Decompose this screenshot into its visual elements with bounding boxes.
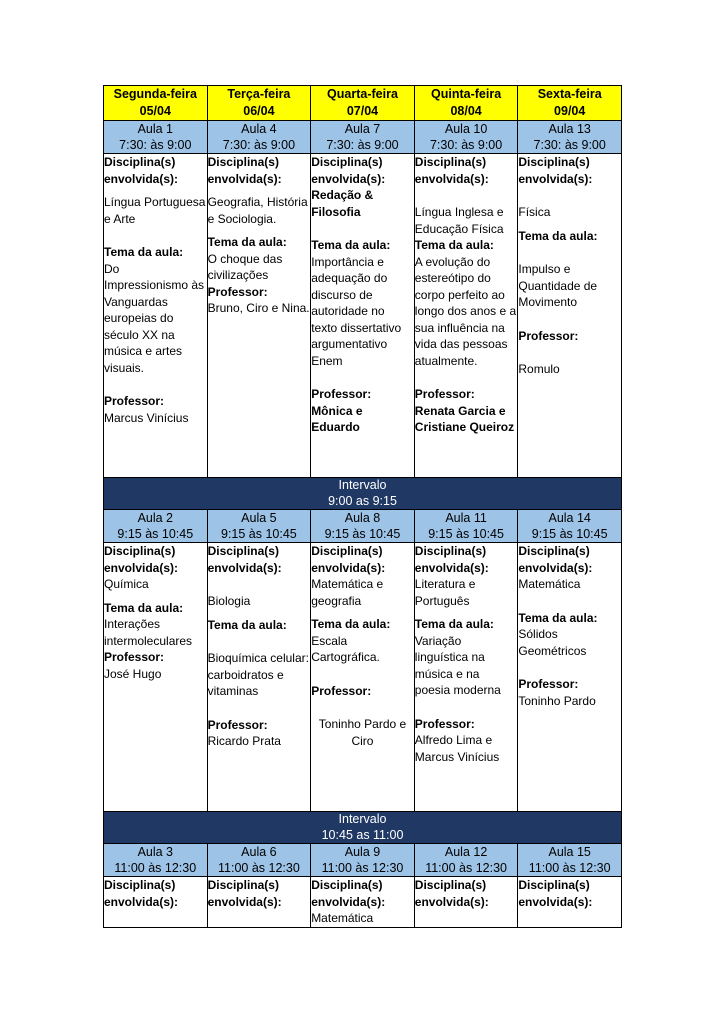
aula-label: Aula 5 — [241, 511, 277, 525]
lesson-paragraph: Disciplina(s) envolvida(s): — [311, 878, 386, 909]
lesson-paragraph: Disciplina(s) envolvida(s): — [207, 544, 282, 575]
aula-label: Aula 3 — [137, 845, 174, 859]
aula-label: Aula 15 — [548, 845, 591, 859]
lesson-paragraph: Tema da aula: — [414, 617, 494, 631]
interval-cell — [104, 812, 622, 844]
interval-cell — [104, 478, 622, 510]
lesson-cell — [207, 154, 311, 478]
lesson-slot-cell — [207, 510, 311, 543]
aula-label: Aula 9 — [344, 845, 381, 859]
day-date: 08/04 — [450, 104, 482, 118]
lesson-paragraph: Ricardo Prata — [207, 734, 281, 748]
lesson-paragraph: Interações intermoleculares — [104, 617, 193, 648]
aula-time: 7:30: às 9:00 — [326, 138, 399, 152]
aula-label: Aula 6 — [241, 845, 277, 859]
day-date: 05/04 — [139, 104, 171, 118]
interval-time: 9:00 as 9:15 — [328, 493, 397, 508]
lesson-paragraph: Professor: — [518, 677, 579, 691]
aula-label: Aula 4 — [241, 122, 277, 136]
aula-time: 9:15 às 10:45 — [531, 527, 608, 541]
lesson-cell — [104, 543, 208, 812]
aula-label: Aula 7 — [344, 122, 381, 136]
day-header-cell — [518, 86, 622, 121]
aula-time: 7:30: às 9:00 — [119, 138, 192, 152]
aula-time: 11:00 às 12:30 — [425, 861, 507, 875]
aula-label: Aula 13 — [548, 122, 591, 136]
lesson-cell — [104, 154, 208, 478]
lesson-cell — [311, 154, 415, 478]
lesson-paragraph: Professor: — [207, 717, 268, 732]
day-name: Terça-feira — [227, 87, 291, 101]
lesson-cell — [518, 543, 622, 812]
lesson-cell — [207, 543, 311, 812]
lesson-slot-cell — [414, 844, 518, 877]
lesson-paragraph: Professor: — [104, 650, 165, 664]
lesson-slot-cell — [104, 844, 208, 877]
lesson-paragraph: Geografia, História e Sociologia. — [207, 195, 308, 226]
day-header-cell — [414, 86, 518, 121]
lesson-paragraph: Tema da aula: — [311, 238, 391, 252]
aula-label: Aula 2 — [137, 511, 174, 525]
interval-label: Intervalo — [338, 812, 387, 826]
lesson-slot-cell — [104, 121, 208, 154]
lesson-paragraph: Renata Garcia e Cristiane Queiroz — [414, 403, 515, 434]
lesson-paragraph: Bioquímica celular: carboidratos e vitaminas — [207, 651, 309, 698]
aula-time: 11:00 às 12:30 — [321, 861, 404, 875]
lesson-paragraph: Física — [518, 205, 551, 219]
lesson-paragraph: Disciplina(s) envolvida(s): — [414, 155, 489, 186]
lesson-slot-cell — [207, 121, 311, 154]
interval-label: Intervalo — [338, 478, 387, 492]
lesson-cell — [311, 543, 415, 812]
lesson-slot-cell — [311, 121, 415, 154]
lesson-slot-cell — [311, 510, 415, 543]
aula-time: 9:15 às 10:45 — [117, 527, 194, 541]
lesson-slot-row — [104, 121, 622, 154]
lesson-paragraph: Toninho Pardo e Ciro — [318, 717, 407, 748]
aula-label: Aula 8 — [344, 511, 381, 525]
lesson-cell — [207, 877, 311, 928]
aula-label: Aula 11 — [445, 511, 487, 525]
aula-time: 9:15 às 10:45 — [324, 527, 401, 541]
lesson-cell — [414, 543, 518, 812]
lesson-slot-cell — [518, 844, 622, 877]
lesson-paragraph: Mônica e Eduardo — [311, 403, 363, 434]
lesson-paragraph: Tema da aula: — [414, 238, 494, 252]
lesson-paragraph: Literatura e Português — [414, 577, 476, 608]
lesson-paragraph: Matemática — [518, 577, 581, 591]
day-header-cell — [104, 86, 208, 121]
lesson-slot-cell — [207, 844, 311, 877]
lesson-paragraph: Professor: — [414, 716, 475, 731]
lesson-cell — [104, 877, 208, 928]
lesson-paragraph: Do Impressionismo às Vanguardas europeias do século XX na música e artes visuais. — [104, 261, 205, 375]
aula-time: 9:15 às 10:45 — [428, 527, 504, 541]
lesson-paragraph: Língua Inglesa e Educação Física — [414, 205, 504, 236]
day-name: Quarta-feira — [327, 87, 398, 101]
lesson-paragraph: Impulso e Quantidade de Movimento — [518, 262, 598, 309]
day-date: 09/04 — [554, 104, 586, 118]
lesson-cell — [518, 877, 622, 928]
lesson-content-row — [104, 543, 622, 812]
lesson-paragraph: Disciplina(s) envolvida(s): — [104, 878, 179, 909]
aula-time: 11:00 às 12:30 — [218, 861, 300, 875]
aula-label: Aula 14 — [548, 511, 591, 525]
lesson-paragraph: Toninho Pardo — [518, 693, 596, 708]
lesson-paragraph: Biologia — [207, 594, 251, 608]
lesson-paragraph: Disciplina(s) envolvida(s): — [207, 155, 282, 186]
aula-label: Aula 12 — [444, 845, 488, 859]
lesson-paragraph: Professor: — [518, 328, 579, 343]
day-header-cell — [207, 86, 311, 121]
lesson-slot-row — [104, 844, 622, 877]
interval-row — [104, 812, 622, 844]
lesson-paragraph: Alfredo Lima e Marcus Vinícius — [414, 733, 500, 764]
lesson-paragraph: Escala Cartográfica. — [311, 633, 380, 664]
lesson-paragraph: Bruno, Ciro e Nina. — [207, 301, 310, 315]
lesson-cell — [518, 154, 622, 478]
lesson-paragraph: Professor: — [414, 387, 475, 401]
lesson-slot-cell — [414, 121, 518, 154]
day-date: 07/04 — [346, 104, 379, 118]
lesson-paragraph: Professor: — [104, 394, 165, 408]
day-header-row — [104, 86, 622, 121]
lesson-slot-cell — [414, 510, 518, 543]
lesson-cell — [414, 877, 518, 928]
lesson-paragraph: Disciplina(s) envolvida(s): — [414, 544, 489, 575]
lesson-paragraph: Disciplina(s) envolvida(s): — [518, 878, 593, 909]
lesson-content-row — [104, 154, 622, 478]
lesson-paragraph: Tema da aula: — [518, 228, 598, 243]
lesson-paragraph: Professor: — [311, 387, 372, 401]
lesson-paragraph: Disciplina(s) envolvida(s): — [104, 155, 179, 186]
lesson-paragraph: Disciplina(s) envolvida(s): — [518, 155, 593, 186]
lesson-content-row — [104, 877, 622, 928]
lesson-slot-cell — [104, 510, 208, 543]
lesson-paragraph: Romulo — [518, 362, 560, 376]
day-name: Sexta-feira — [537, 87, 602, 101]
lesson-paragraph: Professor: — [207, 284, 268, 299]
lesson-paragraph: José Hugo — [104, 666, 162, 681]
lesson-paragraph: Disciplina(s) envolvida(s): — [311, 155, 386, 186]
lesson-slot-cell — [518, 510, 622, 543]
lesson-paragraph: A evolução do estereótipo do corpo perfeito ao longo dos anos e a sua influência na vida das pessoas atualmente. — [414, 254, 517, 368]
lesson-paragraph: Disciplina(s) envolvida(s): — [414, 878, 489, 909]
lesson-cell — [414, 154, 518, 478]
aula-label: Aula 1 — [137, 122, 174, 136]
day-name: Quinta-feira — [431, 87, 502, 101]
lesson-paragraph: Matemática e geografia — [311, 577, 384, 608]
lesson-paragraph: Marcus Vinícius — [104, 410, 189, 425]
lesson-paragraph: Matemática — [311, 911, 374, 925]
aula-time: 9:15 às 10:45 — [221, 527, 297, 541]
lesson-paragraph: Tema da aula: — [207, 235, 287, 249]
lesson-cell — [311, 877, 415, 928]
aula-time: 11:00 às 12:30 — [528, 861, 611, 875]
schedule-table — [103, 85, 622, 928]
interval-time: 10:45 as 11:00 — [321, 827, 404, 842]
lesson-paragraph: Importância e adequação do discurso de autoridade no texto dissertativo argumentativo Enem — [311, 254, 402, 368]
lesson-paragraph: O choque das civilizações — [207, 251, 283, 282]
lesson-paragraph: Química — [104, 577, 149, 591]
lesson-paragraph: Disciplina(s) envolvida(s): — [311, 544, 386, 575]
lesson-paragraph: Tema da aula: — [104, 600, 184, 615]
day-name: Segunda-feira — [113, 87, 197, 101]
lesson-paragraph: Tema da aula: — [207, 617, 287, 632]
lesson-paragraph: Disciplina(s) envolvida(s): — [207, 878, 282, 909]
lesson-paragraph: Disciplina(s) envolvida(s): — [518, 544, 593, 575]
lesson-paragraph: Professor: — [311, 683, 372, 698]
schedule-table-body — [104, 86, 622, 928]
lesson-slot-cell — [518, 121, 622, 154]
day-header-cell — [311, 86, 415, 121]
day-date: 06/04 — [243, 104, 275, 118]
lesson-paragraph: Variação linguística na música e na poesia moderna — [414, 633, 501, 697]
lesson-paragraph: Sólidos Geométricos — [518, 627, 587, 658]
aula-time: 7:30: às 9:00 — [429, 138, 503, 152]
lesson-paragraph: Disciplina(s) envolvida(s): — [104, 544, 179, 575]
aula-time: 7:30: às 9:00 — [222, 138, 296, 152]
aula-time: 11:00 às 12:30 — [114, 861, 197, 875]
lesson-slot-row — [104, 510, 622, 543]
lesson-paragraph: Tema da aula: — [518, 610, 598, 625]
aula-label: Aula 10 — [444, 122, 488, 136]
lesson-slot-cell — [311, 844, 415, 877]
lesson-paragraph: Tema da aula: — [104, 245, 184, 259]
lesson-paragraph: Tema da aula: — [311, 617, 391, 631]
lesson-paragraph: Língua Portuguesa e Arte — [104, 195, 206, 226]
interval-row — [104, 478, 622, 510]
lesson-paragraph: Redação & Filosofia — [311, 188, 374, 219]
aula-time: 7:30: às 9:00 — [533, 138, 606, 152]
